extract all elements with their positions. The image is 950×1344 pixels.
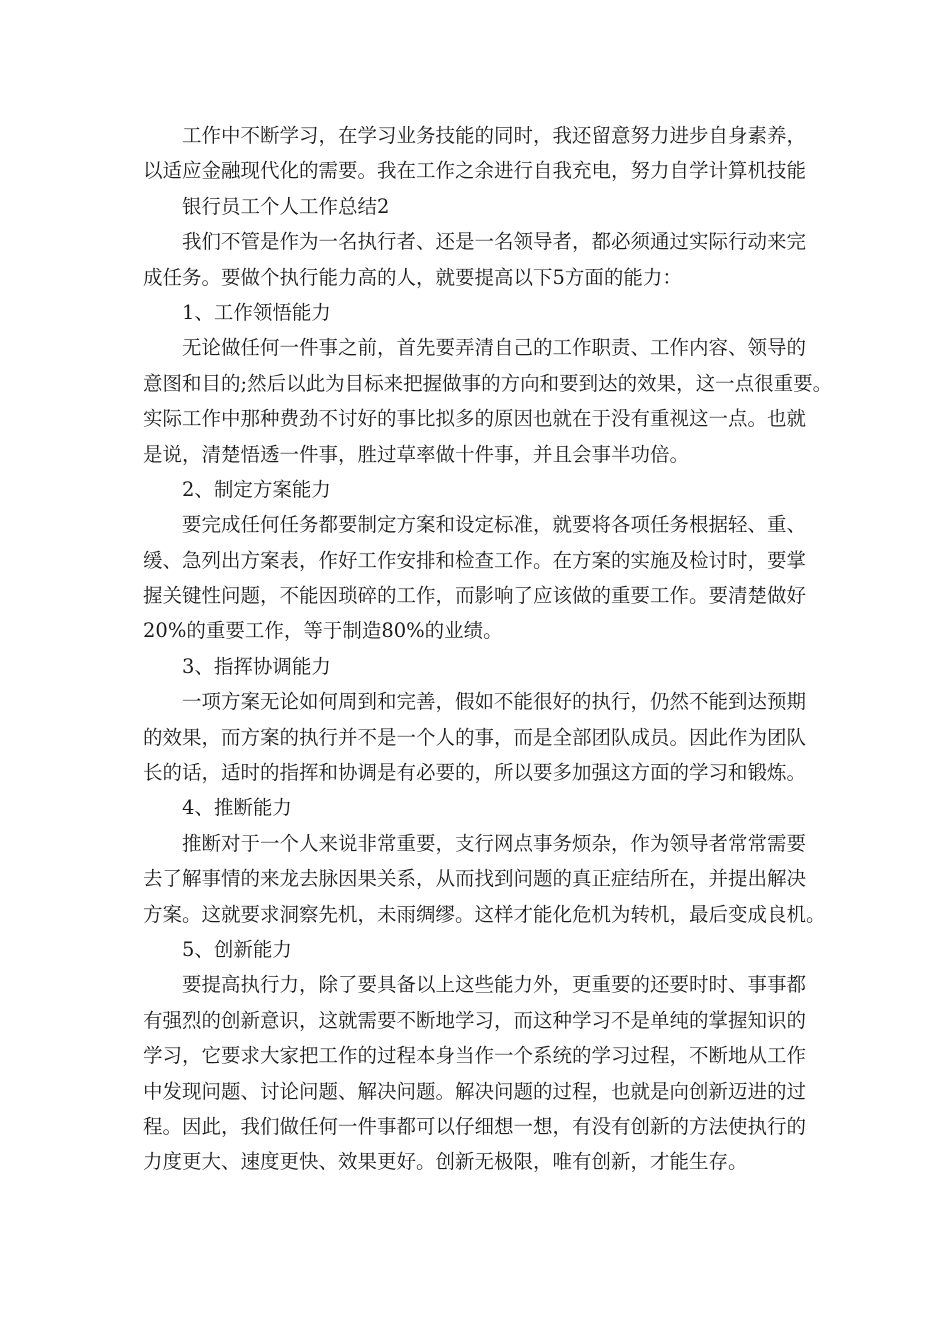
text-line: 中发现问题、讨论问题、解决问题。解决问题的过程，也就是向创新迈进的过 xyxy=(143,1079,807,1103)
text-line: 一项方案无论如何周到和完善，假如不能很好的执行，仍然不能到达预期 xyxy=(182,690,807,714)
text-line: 力度更大、速度更快、效果更好。创新无极限，唯有创新，才能生存。 xyxy=(143,1150,748,1174)
text-line: 握关键性问题，不能因琐碎的工作，而影响了应该做的重要工作。要清楚做好 xyxy=(143,584,807,608)
text-line: 无论做任何一件事之前，首先要弄清自己的工作职责、工作内容、领导的 xyxy=(182,336,807,360)
text-line: 的效果，而方案的执行并不是一个人的事，而是全部团队成员。因此作为团队 xyxy=(143,725,807,749)
text-line: 缓、急列出方案表，作好工作安排和检查工作。在方案的实施及检讨时，要掌 xyxy=(143,548,807,572)
text-line: 实际工作中那种费劲不讨好的事比拟多的原因也就在于没有重视这一点。也就 xyxy=(143,407,807,431)
subheading: 3、指挥协调能力 xyxy=(182,654,331,678)
text-line: 方案。这就要求洞察先机，未雨绸缪。这样才能化危机为转机，最后变成良机。 xyxy=(143,902,826,926)
section-title: 银行员工个人工作总结2 xyxy=(182,194,390,218)
text-line: 意图和目的;然后以此为目标来把握做事的方向和要到达的效果，这一点很重要。 xyxy=(143,371,833,395)
text-line: 以适应金融现代化的需要。我在工作之余进行自我充电，努力自学计算机技能 xyxy=(143,159,807,183)
text-line: 长的话，适时的指挥和协调是有必要的，所以要多加强这方面的学习和锻炼。 xyxy=(143,761,807,785)
text-line: 是说，清楚悟透一件事，胜过草率做十件事，并且会事半功倍。 xyxy=(143,442,690,466)
text-line: 20%的重要工作，等于制造80%的业绩。 xyxy=(143,619,503,643)
text-line: 程。因此，我们做任何一件事都可以仔细想一想，有没有创新的方法使执行的 xyxy=(143,1114,807,1138)
text-line: 有强烈的创新意识，这就需要不断地学习，而这种学习不是单纯的掌握知识的 xyxy=(143,1008,807,1032)
subheading: 1、工作领悟能力 xyxy=(182,300,331,324)
text-line: 成任务。要做个执行能力高的人，就要提高以下5方面的能力： xyxy=(143,265,682,289)
text-line: 我们不管是作为一名执行者、还是一名领导者，都必须通过实际行动来完 xyxy=(182,230,807,254)
text-line: 要提高执行力，除了要具备以上这些能力外，更重要的还要时时、事事都 xyxy=(182,973,807,997)
text-line: 推断对于一个人来说非常重要，支行网点事务烦杂，作为领导者常常需要 xyxy=(182,831,807,855)
subheading: 4、推断能力 xyxy=(182,796,292,820)
text-line: 学习，它要求大家把工作的过程本身当作一个系统的学习过程，不断地从工作 xyxy=(143,1044,807,1068)
text-line: 去了解事情的来龙去脉因果关系，从而找到问题的真正症结所在，并提出解决 xyxy=(143,867,807,891)
document-body xyxy=(143,118,833,1180)
subheading: 5、创新能力 xyxy=(182,937,292,961)
subheading: 2、制定方案能力 xyxy=(182,477,331,501)
text-line: 工作中不断学习，在学习业务技能的同时，我还留意努力进步自身素养， xyxy=(182,124,807,147)
text-line: 要完成任何任务都要制定方案和设定标准，就要将各项任务根据轻、重、 xyxy=(182,513,807,537)
